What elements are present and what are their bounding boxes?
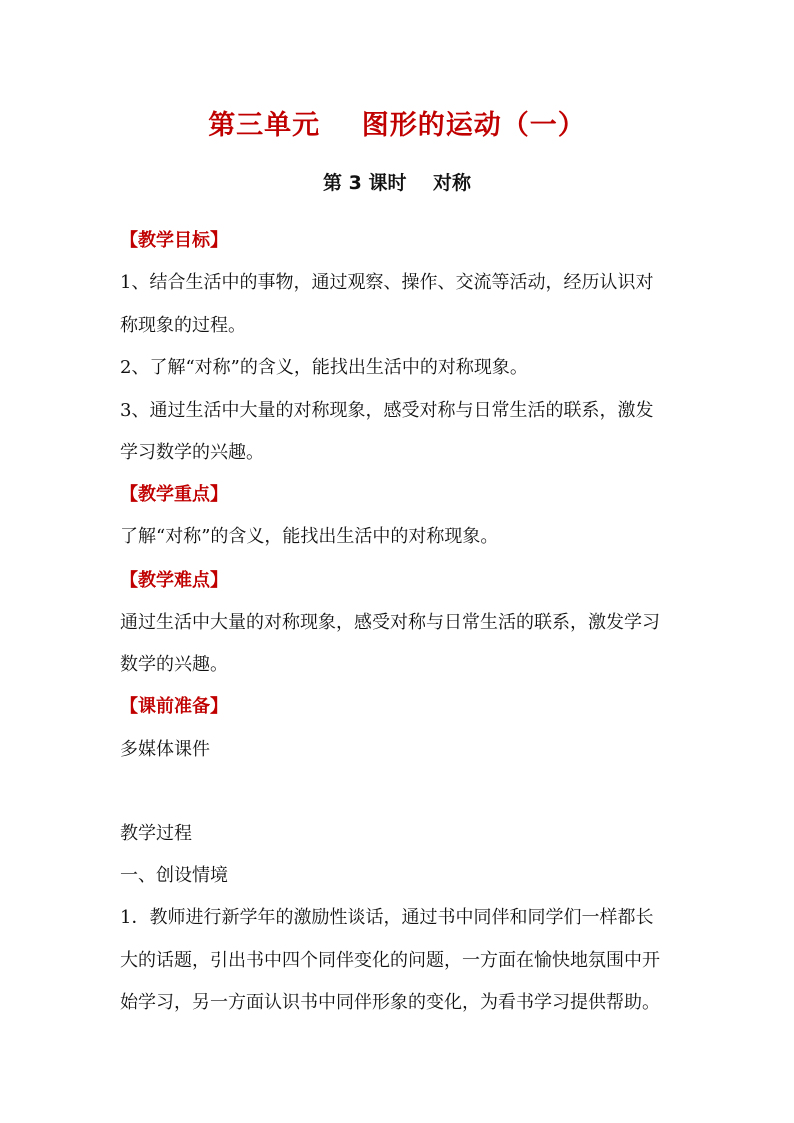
goal-1-line-2: 称现象的过程。 [120, 315, 246, 336]
goal-3-line-1: 3、通过生活中大量的对称现象，感受对称与日常生活的联系，激发 [120, 400, 654, 421]
preparation-heading: 【课前准备】 [120, 696, 228, 717]
step-1-line-1: 1．教师进行新学年的激励性谈话，通过书中同伴和同学们一样都长 [120, 907, 654, 928]
document-title: 第三单元 图形的运动（一） [208, 110, 586, 141]
key-points-text: 了解“对称”的含义，能找出生活中的对称现象。 [120, 526, 499, 547]
difficulty-line-1: 通过生活中大量的对称现象，感受对称与日常生活的联系，激发学习 [120, 612, 660, 633]
goal-2: 2、了解“对称”的含义，能找出生活中的对称现象。 [120, 357, 528, 378]
goal-3-line-2: 学习数学的兴趣。 [120, 442, 264, 463]
preparation-text: 多媒体课件 [120, 739, 210, 760]
key-points-heading: 【教学重点】 [120, 484, 228, 505]
process-heading: 教学过程 [120, 823, 192, 844]
goals-heading: 【教学目标】 [120, 230, 228, 251]
step-1-heading: 一、创设情境 [120, 865, 228, 886]
step-1-line-2: 大的话题，引出书中四个同伴变化的问题，一方面在愉快地氛围中开 [120, 950, 660, 971]
step-1-line-3: 始学习，另一方面认识书中同伴形象的变化，为看书学习提供帮助。 [120, 992, 660, 1013]
difficulty-heading: 【教学难点】 [120, 570, 228, 591]
goal-1-line-1: 1、结合生活中的事物，通过观察、操作、交流等活动，经历认识对 [120, 272, 654, 293]
difficulty-line-2: 数学的兴趣。 [120, 654, 228, 675]
lesson-subtitle: 第 3 课时 对称 [323, 172, 471, 194]
